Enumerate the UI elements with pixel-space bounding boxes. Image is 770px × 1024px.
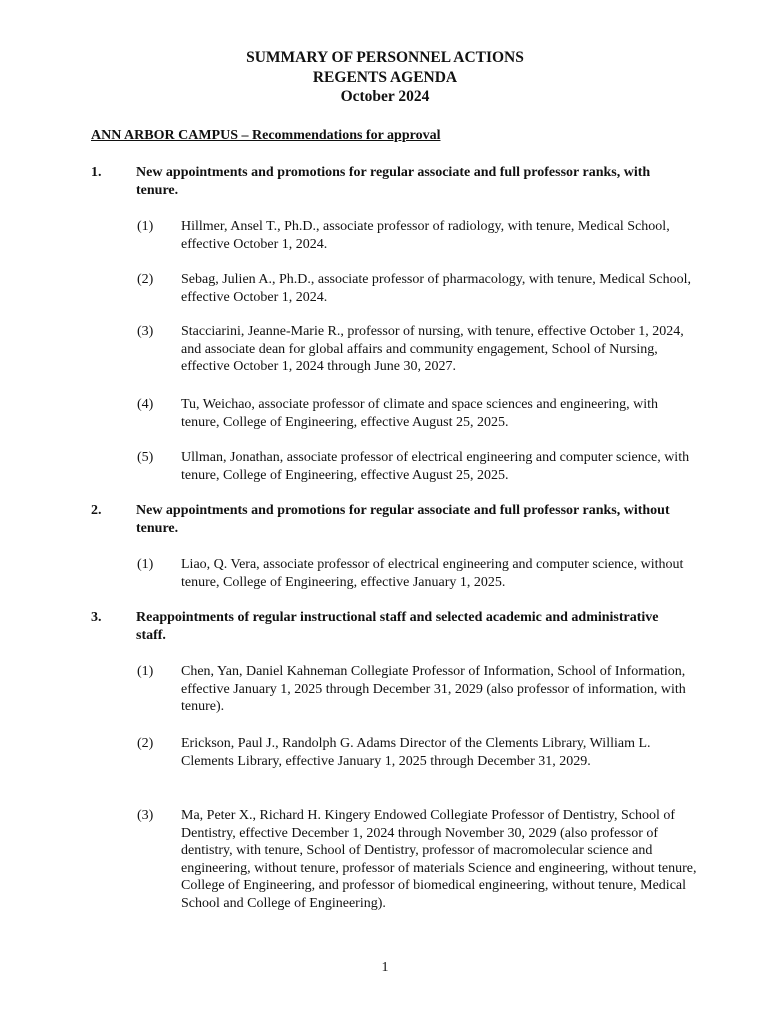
- item-text: Sebag, Julien A., Ph.D., associate professor of pharmacology, with tenure, Medical School, effective October 1, 2024.: [181, 272, 691, 305]
- section-2: [91, 502, 691, 538]
- item-text: Hillmer, Ansel T., Ph.D., associate professor of radiology, with tenure, Medical School, effective October 1, 2024.: [181, 219, 670, 252]
- item-text: Erickson, Paul J., Randolph G. Adams Director of the Clements Library, William L. Clements Library, effective January 1, 2025 through December 31, 2029.: [181, 736, 651, 769]
- item-number: (2): [137, 272, 154, 287]
- list-item: [137, 556, 697, 591]
- item-number: (3): [137, 324, 154, 339]
- item-text: Ullman, Jonathan, associate professor of electrical engineering and computer science, with tenure, College of Engineering, effective August 25, 2025.: [181, 450, 690, 483]
- item-number: (1): [137, 664, 154, 679]
- document-title: [0, 48, 770, 107]
- list-item: [137, 218, 697, 253]
- item-text: Ma, Peter X., Richard H. Kingery Endowed Collegiate Professor of Dentistry, School of Dentistry, effective December 1, 2024 through November 30, 2029 (also professor of dentistry, with tenure, School of Dentistry, professor of macromolecular science and engineering, without tenure, professor of materials Science and engineering, without tenure, College of Engineering, and professor of biomedical engineering, without tenure, Medical School and College of Engineering).: [181, 808, 697, 911]
- title-line-2: REGENTS AGENDA: [312, 68, 458, 86]
- item-text: Liao, Q. Vera, associate professor of electrical engineering and computer science, without tenure, College of Engineering, effective January 1, 2025.: [181, 557, 684, 590]
- section-heading: Reappointments of regular instructional staff and selected academic and administrative staff.: [136, 610, 659, 643]
- list-item: [137, 663, 697, 716]
- item-number: (1): [137, 557, 154, 572]
- item-number: (1): [137, 219, 154, 234]
- title-line-3: October 2024: [340, 88, 430, 105]
- list-item: [137, 323, 697, 376]
- page-number: 1: [381, 960, 389, 975]
- item-text: Stacciarini, Jeanne-Marie R., professor of nursing, with tenure, effective October 1, 2024, and associate dean for global affairs and community engagement, School of Nursing, effective October 1, 2024 through June 30, 2027.: [181, 324, 684, 374]
- section-1: [91, 164, 691, 200]
- section-number: 2.: [91, 503, 102, 518]
- item-text: Tu, Weichao, associate professor of climate and space sciences and engineering, with tenure, College of Engineering, effective August 25, 2025.: [181, 397, 659, 430]
- campus-heading: ANN ARBOR CAMPUS – Recommendations for approval: [91, 128, 441, 143]
- item-text: Chen, Yan, Daniel Kahneman Collegiate Professor of Information, School of Information, effective January 1, 2025 through December 31, 2029 (also professor of information, with tenure).: [181, 664, 686, 714]
- list-item: [137, 271, 697, 306]
- list-item: [137, 807, 697, 912]
- title-line-1: SUMMARY OF PERSONNEL ACTIONS: [246, 49, 524, 66]
- section-number: 1.: [91, 165, 102, 180]
- list-item: [137, 735, 697, 770]
- list-item: [137, 449, 697, 484]
- item-number: (2): [137, 736, 154, 751]
- list-item: [137, 396, 697, 431]
- section-heading: New appointments and promotions for regular associate and full professor ranks, without tenure.: [136, 503, 670, 536]
- section-heading: New appointments and promotions for regular associate and full professor ranks, with tenure.: [136, 165, 651, 198]
- section-number: 3.: [91, 610, 102, 625]
- item-number: (3): [137, 808, 154, 823]
- item-number: (5): [137, 450, 154, 465]
- section-3: [91, 609, 691, 645]
- item-number: (4): [137, 397, 154, 412]
